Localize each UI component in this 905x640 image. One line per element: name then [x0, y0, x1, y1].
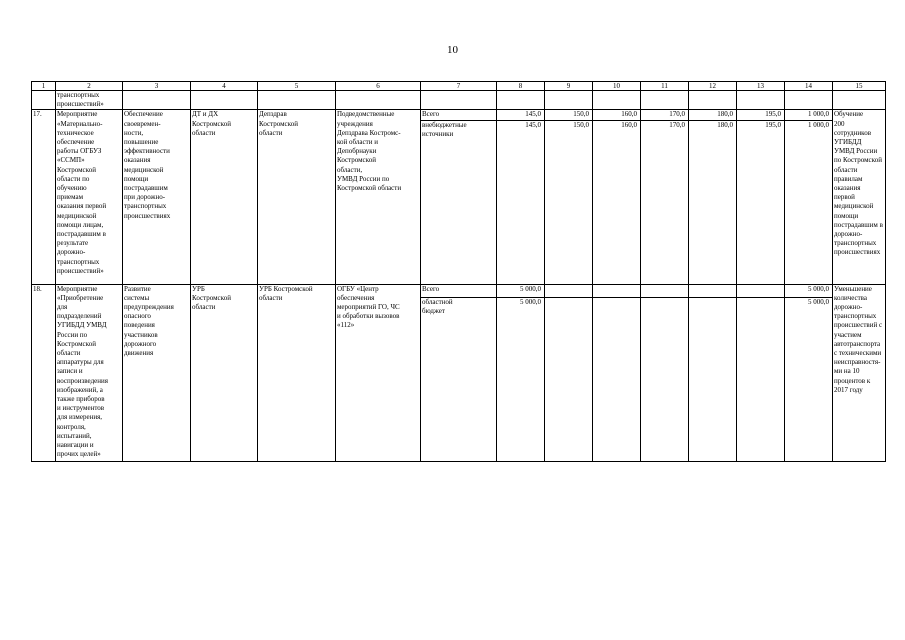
value-cell: [545, 297, 593, 461]
customer-cell: Депздрав Костромской области: [258, 110, 336, 284]
value-cell: [689, 297, 737, 461]
col-header-1: 1: [32, 82, 56, 91]
value-cell: 170,0: [641, 110, 689, 120]
result-cell: Уменьшение количества дорожно- транспортных происшествий с участием автотранспорта с техническими неисправностя- ми на 10 процентов к 2017 году: [833, 284, 886, 461]
value-cell: 145,0: [497, 110, 545, 120]
funding-source: областной бюджет: [421, 297, 497, 461]
value-cell: 1 000,0: [785, 110, 833, 120]
col-header-15: 15: [833, 82, 886, 91]
table-row-17-total: [32, 110, 886, 120]
value-cell: [593, 297, 641, 461]
value-cell: 195,0: [737, 110, 785, 120]
event-cell: Мероприятие «Материально- техническое обеспечение работы ОГБУЗ «ССМП» Костромской области по обучению приемам оказания первой медицинской помощи лицам, пострадавшим в результате дорожно- транспортных происшествий»: [56, 110, 123, 284]
value-cell: 160,0: [593, 120, 641, 284]
col-header-9: 9: [545, 82, 593, 91]
col-header-3: 3: [123, 82, 191, 91]
executor-cell: Подведомственные учреждения Депздрава Костромс- кой области и Депобрнауки Костромской области, УМВД России по Костромской области: [336, 110, 421, 284]
col-header-12: 12: [689, 82, 737, 91]
col-header-14: 14: [785, 82, 833, 91]
col-header-10: 10: [593, 82, 641, 91]
header-row: [32, 82, 886, 91]
table-row-18-total: [32, 284, 886, 297]
funding-source: Всего: [421, 284, 497, 297]
value-cell: [593, 284, 641, 297]
value-cell: 5 000,0: [497, 284, 545, 297]
value-cell: 5 000,0: [785, 297, 833, 461]
col-header-13: 13: [737, 82, 785, 91]
goal-cell: Обеспечение своевремен- ности, повышение эффективности оказания медицинской помощи пострадавшим при дорожно- транспортных происшествиях: [123, 110, 191, 284]
value-cell: 170,0: [641, 120, 689, 284]
goal-cell: Развитие системы предупреждения опасного поведения участников дорожного движения: [123, 284, 191, 461]
value-cell: 160,0: [593, 110, 641, 120]
col-header-11: 11: [641, 82, 689, 91]
funding-source: Всего: [421, 110, 497, 120]
col-header-5: 5: [258, 82, 336, 91]
result-cell: Обучение 200 сотрудников УГИБДД УМВД России по Костромской области правилам оказания первой медицинской помощи пострадавшим в дорожно- транспортных происшествиях: [833, 110, 886, 284]
row-number: 17.: [32, 110, 56, 284]
coordinator-cell: ДТ и ДХ Костромской области: [191, 110, 258, 284]
customer-cell: УРБ Костромской области: [258, 284, 336, 461]
value-cell: 180,0: [689, 120, 737, 284]
value-cell: 5 000,0: [785, 284, 833, 297]
table-row-continuation: [32, 91, 886, 110]
page-number: 10: [447, 44, 458, 56]
row-number: 18.: [32, 284, 56, 461]
col-header-6: 6: [336, 82, 421, 91]
col-header-8: 8: [497, 82, 545, 91]
col-header-2: 2: [56, 82, 123, 91]
col-header-7: 7: [421, 82, 497, 91]
program-table: [31, 81, 886, 462]
value-cell: [737, 297, 785, 461]
value-cell: [641, 284, 689, 297]
value-cell: 180,0: [689, 110, 737, 120]
value-cell: 150,0: [545, 110, 593, 120]
value-cell: [641, 297, 689, 461]
value-cell: 195,0: [737, 120, 785, 284]
value-cell: [737, 284, 785, 297]
event-cell: Мероприятие «Приобретение для подразделений УГИБДД УМВД России по Костромской области аппаратуры для записи и воспроизведения изображений, а также приборов и инструментов для измерения, контроля, испытаний, навигации и прочих целей»: [56, 284, 123, 461]
value-cell: [545, 284, 593, 297]
funding-source: внебюджетные источники: [421, 120, 497, 284]
coordinator-cell: УРБ Костромской области: [191, 284, 258, 461]
value-cell: [689, 284, 737, 297]
executor-cell: ОГБУ «Центр обеспечения мероприятий ГО, ЧС и обработки вызовов «112»: [336, 284, 421, 461]
col-header-4: 4: [191, 82, 258, 91]
value-cell: 5 000,0: [497, 297, 545, 461]
value-cell: 1 000,0: [785, 120, 833, 284]
continuation-text: транспортных происшествий»: [56, 91, 123, 110]
value-cell: 150,0: [545, 120, 593, 284]
value-cell: 145,0: [497, 120, 545, 284]
